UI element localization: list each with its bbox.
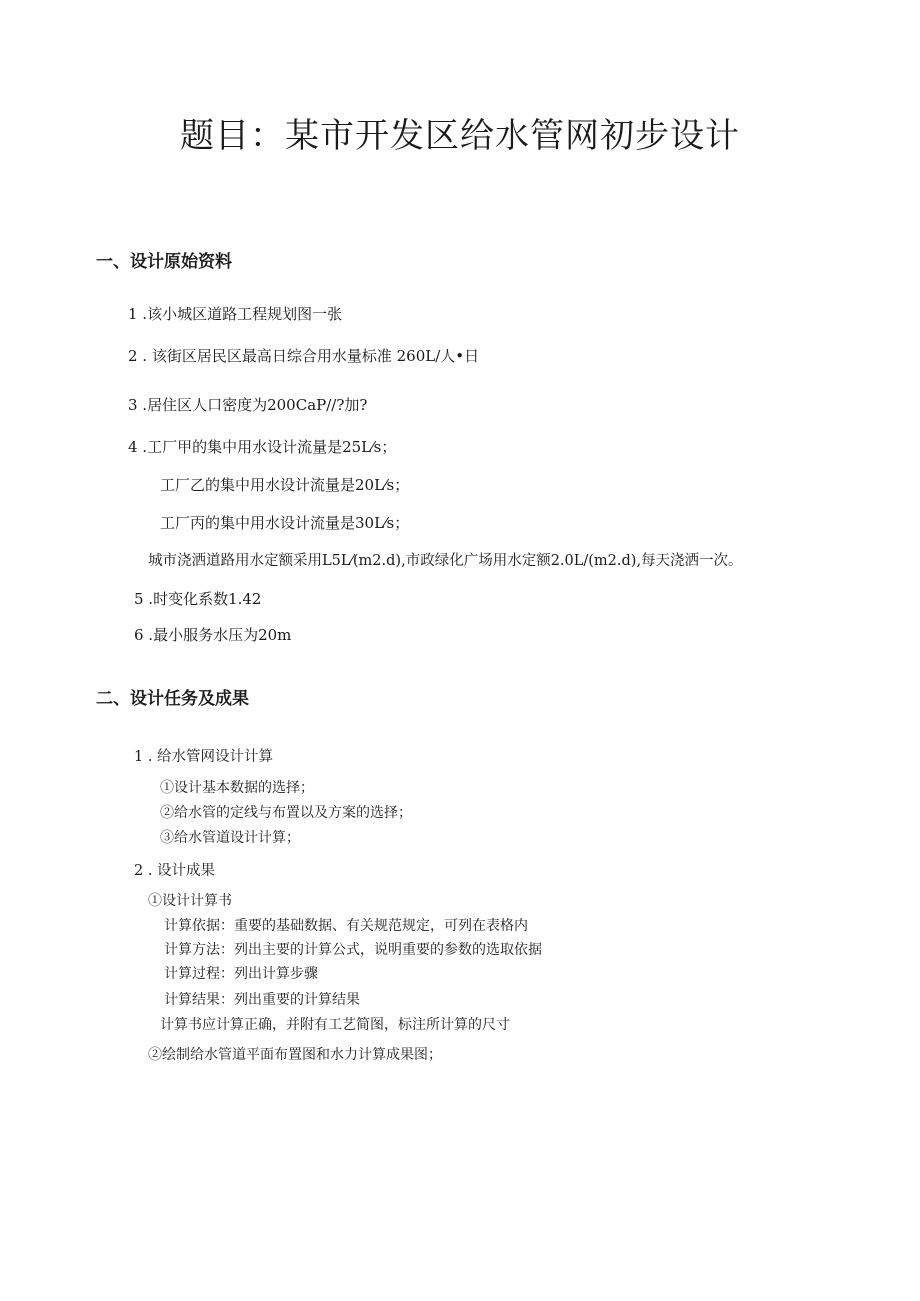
task-item-2: 2 . 设计成果 bbox=[134, 863, 216, 879]
section-heading-tasks: 二、设计任务及成果 bbox=[96, 689, 249, 709]
task-item-1a: ①设计基本数据的选择； bbox=[160, 780, 314, 796]
source-item-6: 6 .最小服务水压为20m bbox=[134, 626, 292, 644]
task-item-2a-process: 计算过程：列出计算步骤 bbox=[164, 966, 318, 982]
task-item-1b: ②给水管的定线与布置以及方案的选择； bbox=[160, 805, 412, 821]
task-item-2a-note: 计算书应计算正确，并附有工艺简图，标注所计算的尺寸 bbox=[160, 1017, 510, 1033]
source-item-4: 4 .工厂甲的集中用水设计流量是25L⁄s； bbox=[128, 438, 397, 456]
source-item-4d: 城市浇洒道路用水定额采用L5L⁄(m2.d),市政绿化广场用水定额2.0L/(m2.d),每天浇洒一次。 bbox=[148, 553, 743, 569]
task-item-1: 1 . 给水管网设计计算 bbox=[134, 749, 274, 765]
task-item-2a-method: 计算方法：列出主要的计算公式，说明重要的参数的选取依据 bbox=[164, 942, 542, 958]
source-item-2: 2 . 该街区居民区最高日综合用水量标准 260L/人•日 bbox=[128, 347, 480, 365]
task-item-2b: ②绘制给水管道平面布置图和水力计算成果图； bbox=[148, 1047, 442, 1063]
source-item-5: 5 .时变化系数1.42 bbox=[134, 590, 262, 608]
source-item-4c: 工厂丙的集中用水设计流量是30L⁄s； bbox=[160, 514, 410, 532]
source-item-4b: 工厂乙的集中用水设计流量是20L⁄s； bbox=[160, 476, 410, 494]
page-title: 题目：某市开发区给水管网初步设计 bbox=[180, 116, 740, 156]
source-item-3: 3 .居住区人口密度为200CaP//?加? bbox=[128, 396, 368, 414]
section-heading-source-data: 一、设计原始资料 bbox=[96, 252, 232, 272]
task-item-2a-basis: 计算依据：重要的基础数据、有关规范规定，可列在表格内 bbox=[164, 918, 528, 934]
task-item-2a: ①设计计算书 bbox=[148, 893, 232, 909]
source-item-1: 1 .该小城区道路工程规划图一张 bbox=[128, 305, 343, 323]
task-item-1c: ③给水管道设计计算； bbox=[160, 830, 300, 846]
task-item-2a-result: 计算结果：列出重要的计算结果 bbox=[164, 992, 360, 1008]
